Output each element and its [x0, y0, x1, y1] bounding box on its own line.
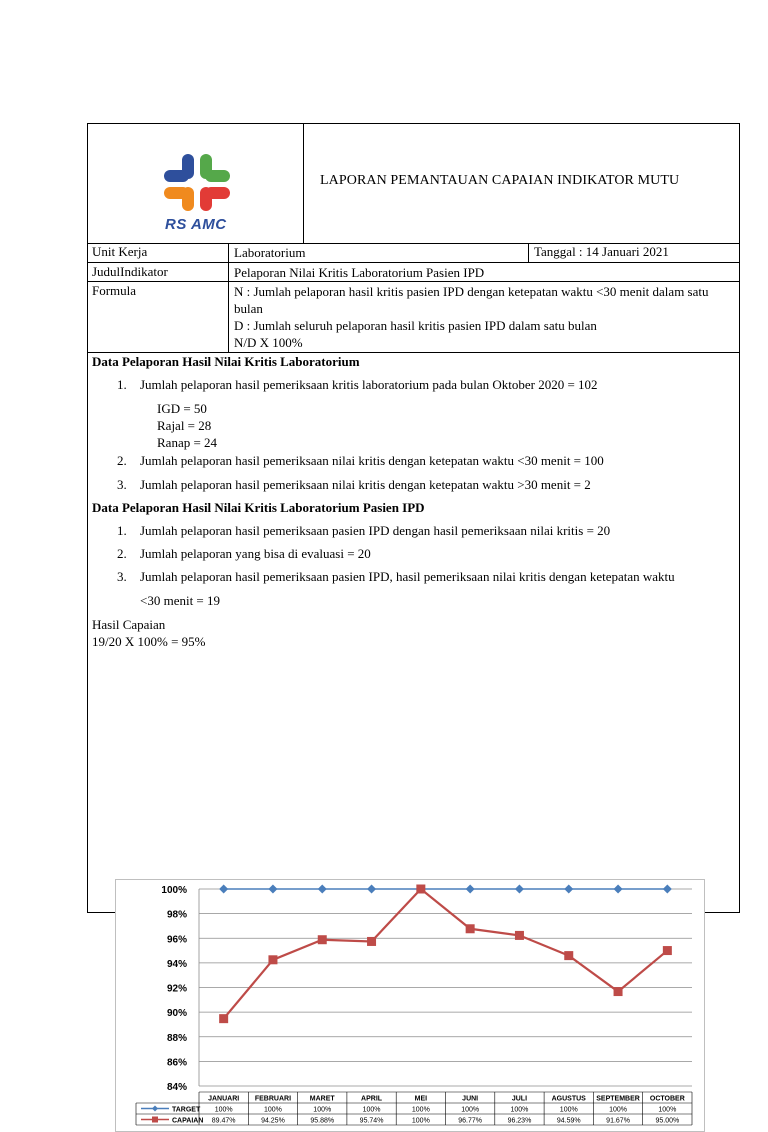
section1-heading: Data Pelaporan Hasil Nilai Kritis Laboratorium: [92, 354, 360, 369]
category-label: SEPTEMBER: [596, 1095, 640, 1103]
unit-value: Laboratorium: [234, 245, 306, 260]
category-label: JUNI: [462, 1095, 479, 1103]
capaian-point: [515, 931, 524, 940]
result-calc: 19/20 X 100% = 95%: [92, 634, 206, 649]
target-point: [663, 885, 672, 894]
target-point: [318, 885, 327, 894]
capaian-chart: [115, 879, 705, 1132]
data-label: 100%: [658, 1106, 677, 1114]
section2-heading: Data Pelaporan Hasil Nilai Kritis Laboratorium Pasien IPD: [92, 500, 425, 515]
data-label: 95.00%: [655, 1117, 680, 1125]
data-label: 100%: [362, 1106, 381, 1114]
data-label: 94.59%: [556, 1117, 581, 1125]
target-point: [219, 885, 228, 894]
legend-marker: [152, 1106, 158, 1112]
series-line-capaian: [224, 889, 668, 1019]
unit-label: Unit Kerja: [92, 244, 148, 259]
logo-text: RS AMC: [165, 216, 227, 233]
y-tick-label: 92%: [166, 983, 187, 995]
formula-calc: N/D X 100%: [234, 335, 303, 350]
indikator-value: Pelaporan Nilai Kritis Laboratorium Pasien IPD: [234, 265, 485, 280]
capaian-point: [268, 955, 277, 964]
data-label: 100%: [559, 1106, 578, 1114]
data-label: 91.67%: [606, 1117, 630, 1125]
target-point: [367, 885, 376, 894]
data-label: 100%: [411, 1106, 430, 1114]
target-point: [564, 885, 573, 894]
formula-block: [234, 283, 731, 351]
category-label: APRIL: [361, 1095, 383, 1103]
page-title: LAPORAN PEMANTAUAN CAPAIAN INDIKATOR MUTU: [320, 173, 680, 188]
data-label: 100%: [411, 1117, 430, 1125]
data-label: 100%: [263, 1106, 282, 1114]
row-formula: [88, 282, 739, 353]
y-tick-label: 100%: [161, 885, 187, 896]
data-label: 100%: [609, 1106, 628, 1114]
data-label: 100%: [461, 1106, 480, 1114]
legend-marker: [152, 1117, 158, 1123]
sub-ranap: Ranap = 24: [157, 435, 218, 450]
target-point: [466, 885, 475, 894]
sub-rajal: Rajal = 28: [157, 418, 212, 433]
category-label: AGUSTUS: [551, 1095, 586, 1103]
report-date: Tanggal : 14 Januari 2021: [534, 244, 669, 259]
category-label: MEI: [414, 1095, 428, 1103]
capaian-point: [219, 1014, 228, 1023]
row-indikator: [88, 263, 739, 282]
report-frame: RS AMC LAPORAN PEMANTAUAN CAPAIAN INDIKATOR MUTU Unit Kerja Laboratorium Tanggal : 14 Januari 2021 JudulIndikator Pelaporan Nilai Kritis Laboratorium Pasien IPD Formula N : Jumlah pelaporan hasil kritis pasien IPD dengan ketepatan waktu <30 menit dalam satu bulan D : Jumlah seluruh pelaporan hasil kritis pasien IPD dalam satu bulan N/D X 100% Data Pelaporan Hasil Nilai Kritis Laboratorium 1. Jumlah pelaporan hasil pemeriksaan kritis laboratorium pada bulan Oktober 2020 = 102 IGD = 50 Rajal = 28 Ranap = 24 2. Jumlah pelaporan hasil pemeriksaan nilai kritis dengan ketepatan waktu <30 menit = 100 3. Jumlah pelaporan hasil pemeriksaan nilai kritis dengan ketepatan waktu >30 menit = 2 Data Pelaporan Hasil Nilai Kritis Laboratorium Pasien IPD 1. Jumlah pelaporan hasil pemeriksaan pasien IPD dengan hasil pemeriksaan nilai kritis = 20 2. Jumlah pelaporan yang bisa di evaluasi = 20 3. Jumlah pelaporan hasil pemeriksaan pasien IPD, hasil pemeriksaan nilai kritis dengan ketepatan waktu <30 menit = 19 Hasil Capaian 19/20 X 100% = 95% 84% 86% 88% 90% 92% 94% 96% 98% 100% JANUARI FEBRUARI MARET APRIL MEI JUNI JULI AGUSTUS SEPTEMBER OCTOBER TARGET 100% 100% 100% 100% 100% 100% 100% 100% 100% 100% CAPAIAN 89.47% 94.25% 95.88% 95.74% 100% 96.77% 96.23% 94.59% 91.67% 95.00%: [87, 123, 740, 913]
logo-cell: [88, 124, 304, 243]
data-label: 95.88%: [310, 1117, 335, 1125]
capaian-point: [318, 935, 327, 944]
capaian-point: [663, 946, 672, 955]
data-label: 100%: [214, 1106, 233, 1114]
data-label: 94.25%: [261, 1117, 285, 1125]
y-tick-label: 94%: [166, 958, 187, 970]
y-tick-label: 96%: [166, 934, 187, 946]
capaian-point: [416, 885, 425, 894]
sub-igd: IGD = 50: [157, 401, 207, 416]
data-label: 100%: [313, 1106, 332, 1114]
formula-label: Formula: [92, 283, 137, 298]
category-label: OCTOBER: [649, 1095, 685, 1103]
capaian-point: [367, 937, 376, 946]
data-label: 89.47%: [211, 1117, 236, 1125]
category-label: JULI: [511, 1095, 528, 1103]
formula-n: N : Jumlah pelaporan hasil kritis pasien IPD dengan ketepatan waktu <30 menit dalam satu bulan: [234, 284, 709, 316]
row-unit-kerja: [88, 243, 739, 263]
y-tick-label: 84%: [166, 1082, 187, 1093]
y-tick-label: 88%: [166, 1032, 187, 1044]
category-label: FEBRUARI: [254, 1095, 292, 1103]
indikator-label: JudulIndikator: [92, 264, 168, 279]
target-point: [515, 885, 524, 894]
y-tick-label: 86%: [166, 1057, 187, 1069]
chart-svg: [116, 880, 704, 1131]
category-label: MARET: [309, 1095, 335, 1103]
target-point: [614, 885, 623, 894]
data-label: 96.23%: [507, 1117, 532, 1125]
capaian-point: [614, 987, 623, 996]
category-label: JANUARI: [208, 1095, 240, 1103]
legend-label-capaian: CAPAIAN: [172, 1117, 204, 1125]
legend-label-target: TARGET: [172, 1106, 201, 1114]
result-label: Hasil Capaian: [92, 617, 166, 632]
report-header: [88, 124, 739, 244]
data-label: 95.74%: [359, 1117, 384, 1125]
capaian-point: [466, 924, 475, 933]
y-tick-label: 90%: [166, 1008, 187, 1020]
data-label: 100%: [510, 1106, 529, 1114]
capaian-point: [564, 951, 573, 960]
target-point: [268, 885, 277, 894]
data-label: 96.77%: [458, 1117, 483, 1125]
formula-d: D : Jumlah seluruh pelaporan hasil kritis pasien IPD dalam satu bulan: [234, 318, 597, 333]
y-tick-label: 98%: [166, 909, 187, 921]
